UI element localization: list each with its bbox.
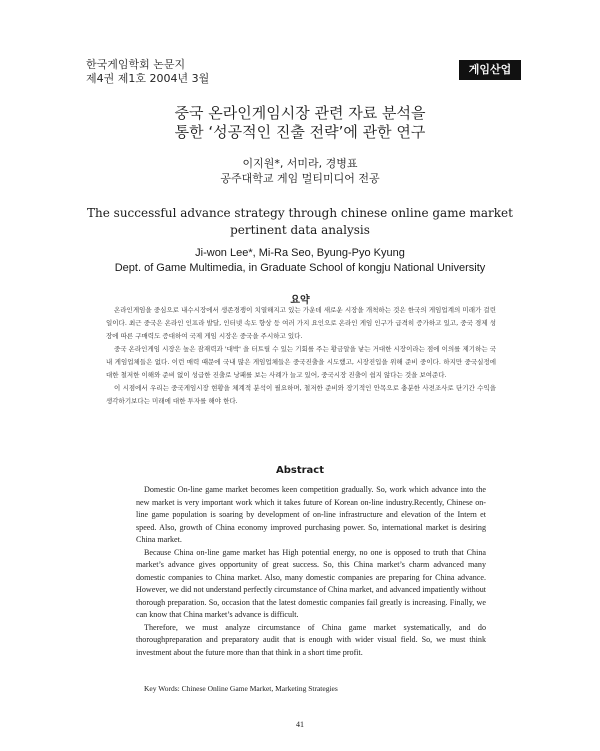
page-number: 41 bbox=[296, 720, 304, 729]
journal-name: 한국게임학회 논문지 bbox=[86, 58, 186, 71]
korean-abstract-paragraph: 이 시점에서 우리는 중국게임시장 현황을 체계적 분석이 필요하며, 철저한 준비와 장기적인 안목으로 충분한 사전조사로 단기간 수익을 생각하기보다는 미래에 대한 투자를 해야 한다. bbox=[106, 384, 496, 405]
abstract-paragraph: Therefore, we must analyze circumstance of China game market systematically, and do thoroughpreparation and preparatory audit that is enough with wider visual field. So, we must think investment about the future more than that think in a short time profit. bbox=[136, 622, 486, 657]
korean-abstract-paragraph: 중국 온라인게임 시장은 높은 잠재력과 '대박' 을 터트릴 수 있는 기회를 주는 황금알을 낳는 거대한 시장이라는 점에 이의를 제기하는 국내 게임업체들은 없다. 이런 매력 때문에 국내 많은 게임업체들은 중국진출을 시도했고, 시장진입을 위해 준비 중이다. 하지만 중국실정에 대한 철저한 이해와 준비 없이 성급한 진출로 낭패를 보는 사례가 늘고 있어, 중국시장 진출이 쉽지 않다는 것을 보여준다. bbox=[106, 345, 496, 379]
korean-abstract-heading: 요약 bbox=[290, 295, 310, 306]
author-names-english: Ji-won Lee*, Mi-Ra Seo, Byung-Pyo Kyung bbox=[195, 247, 405, 259]
korean-abstract-paragraph: 온라인게임을 중심으로 내수시장에서 생존경쟁이 치열해지고 있는 가운데 새로운 시장을 개척하는 것은 한국의 게임업계의 미래가 걸린 일이다. 최근 중국은 온라인 인프라 발달, 인터넷 속도 향상 등 여러 가지 요인으로 온라인 게임 인구가 급격히 증가하고 있고, 중국 경제 성장에 따른 구매력도 증대하여 국제 게임 시장은 중국을 주시하고 있다. bbox=[106, 306, 496, 340]
category-badge: 게임산업 bbox=[459, 60, 521, 80]
author-names-korean: 이지원*, 서미라, 경병표 bbox=[242, 157, 358, 170]
abstract-body bbox=[136, 484, 486, 659]
title-korean-line-1: 중국 온라인게임시장 관련 자료 분석을 bbox=[174, 104, 426, 122]
abstract-heading: Abstract bbox=[275, 465, 325, 476]
authors-korean bbox=[0, 156, 600, 186]
title-korean bbox=[0, 104, 600, 142]
korean-abstract-body bbox=[106, 304, 496, 408]
affiliation-english: Dept. of Game Multimedia, in Graduate School of kongju National University bbox=[114, 262, 486, 274]
title-korean-line-2: 통한 ‘성공적인 진출 전략’에 관한 연구 bbox=[174, 123, 426, 141]
journal-issue: 제4권 제1호 2004년 3월 bbox=[86, 72, 210, 85]
authors-english bbox=[0, 246, 600, 276]
abstract-paragraph: Domestic On-line game market becomes keen competition gradually. So, work which advance into the new market is very important work which it takes future of Korean on-line industry.Recently, Chinese on-line game population is soaring by development of on-line infrastructure and elevation of the Intern et speed. Also, growth of China economy improved purchasing power. So, international market is desiring China market. bbox=[136, 485, 486, 544]
affiliation-korean: 공주대학교 게임 멀티미디어 전공 bbox=[220, 172, 380, 185]
abstract-paragraph: Because China on-line game market has High potential energy, no one is opposed to truth that China market’s advance gives opportunity of great success. So, this China market’s charm advanced many domestic companies to China market. Also, many domestic companies are preparing for China advance. However, we did not understand perfectly circumstance of China market, and advanced impatiently without thorough preparation. So, occasion that the latest domestic companies fail greatly is increasing. Finally, we can know that China market’s advance is difficult. bbox=[136, 547, 486, 619]
journal-info bbox=[86, 58, 209, 86]
title-english bbox=[0, 205, 600, 239]
title-english-line-2: pertinent data analysis bbox=[230, 223, 370, 237]
title-english-line-1: The successful advance strategy through chinese online game market bbox=[87, 206, 513, 220]
keywords: Key Words: Chinese Online Game Market, Marketing Strategies bbox=[144, 684, 338, 693]
